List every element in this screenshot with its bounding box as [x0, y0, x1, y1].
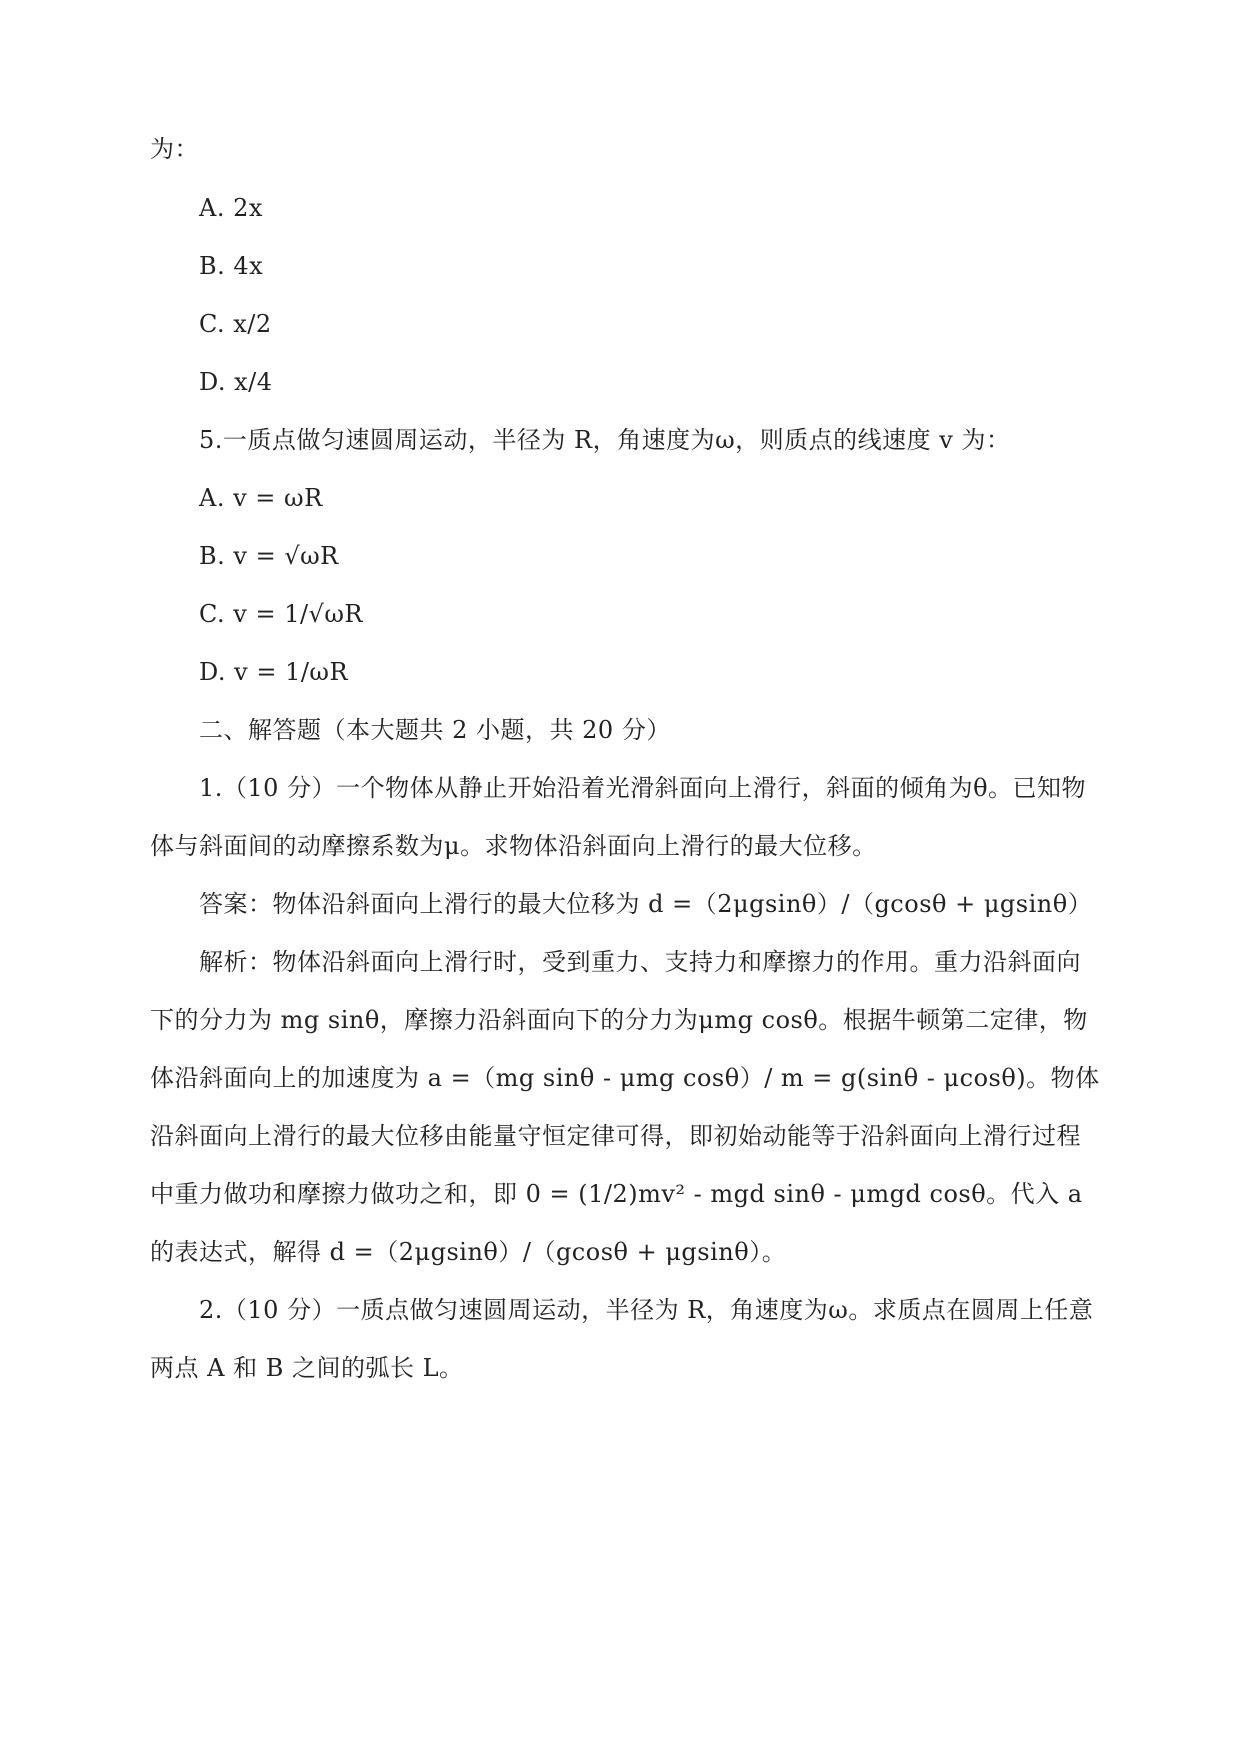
problem1-analysis-line5: 中重力做功和摩擦力做功之和，即 0 = (1/2)mv² - mgd sinθ - μmgd cosθ。代入 a [150, 1180, 1083, 1208]
q4-option-c: C. x/2 [199, 310, 272, 338]
problem1-analysis-line3: 体沿斜面向上的加速度为 a =（mg sinθ - μmg cosθ）/ m = g(sinθ - μcosθ)。物体 [150, 1064, 1100, 1092]
q4-option-b: B. 4x [199, 252, 264, 280]
problem1-analysis-line4: 沿斜面向上滑行的最大位移由能量守恒定律可得，即初始动能等于沿斜面向上滑行过程 [150, 1122, 1081, 1150]
problem1-stem-line1: 1.（10 分）一个物体从静止开始沿着光滑斜面向上滑行，斜面的倾角为θ。已知物 [199, 774, 1087, 802]
q4-option-a: A. 2x [199, 194, 263, 222]
problem2-stem-line2: 两点 A 和 B 之间的弧长 L。 [150, 1354, 464, 1382]
q4-option-d: D. x/4 [199, 368, 273, 396]
problem2-stem-line1: 2.（10 分）一质点做匀速圆周运动，半径为 R，角速度为ω。求质点在圆周上任意 [199, 1296, 1094, 1324]
q5-option-b: B. v = √ωR [199, 542, 339, 570]
problem1-stem-line2: 体与斜面间的动摩擦系数为μ。求物体沿斜面向上滑行的最大位移。 [150, 832, 877, 860]
q5-option-a: A. v = ωR [199, 484, 323, 512]
q5-stem: 5.一质点做匀速圆周运动，半径为 R，角速度为ω，则质点的线速度 v 为： [199, 426, 1011, 454]
problem1-analysis-line2: 下的分力为 mg sinθ，摩擦力沿斜面向下的分力为μmg cosθ。根据牛顿第二定律，物 [150, 1006, 1088, 1034]
section2-heading: 二、解答题（本大题共 2 小题，共 20 分） [199, 716, 671, 744]
q5-option-c: C. v = 1/√ωR [199, 600, 363, 628]
problem1-answer: 答案：物体沿斜面向上滑行的最大位移为 d =（2μgsinθ）/（gcosθ + μgsinθ） [199, 890, 1093, 918]
q5-option-d: D. v = 1/ωR [199, 658, 349, 686]
q4-stem-tail: 为： [150, 135, 199, 163]
problem1-analysis-line6: 的表达式，解得 d =（2μgsinθ）/（gcosθ + μgsinθ）。 [150, 1238, 787, 1266]
problem1-analysis-line1: 解析：物体沿斜面向上滑行时，受到重力、支持力和摩擦力的作用。重力沿斜面向 [199, 948, 1081, 976]
